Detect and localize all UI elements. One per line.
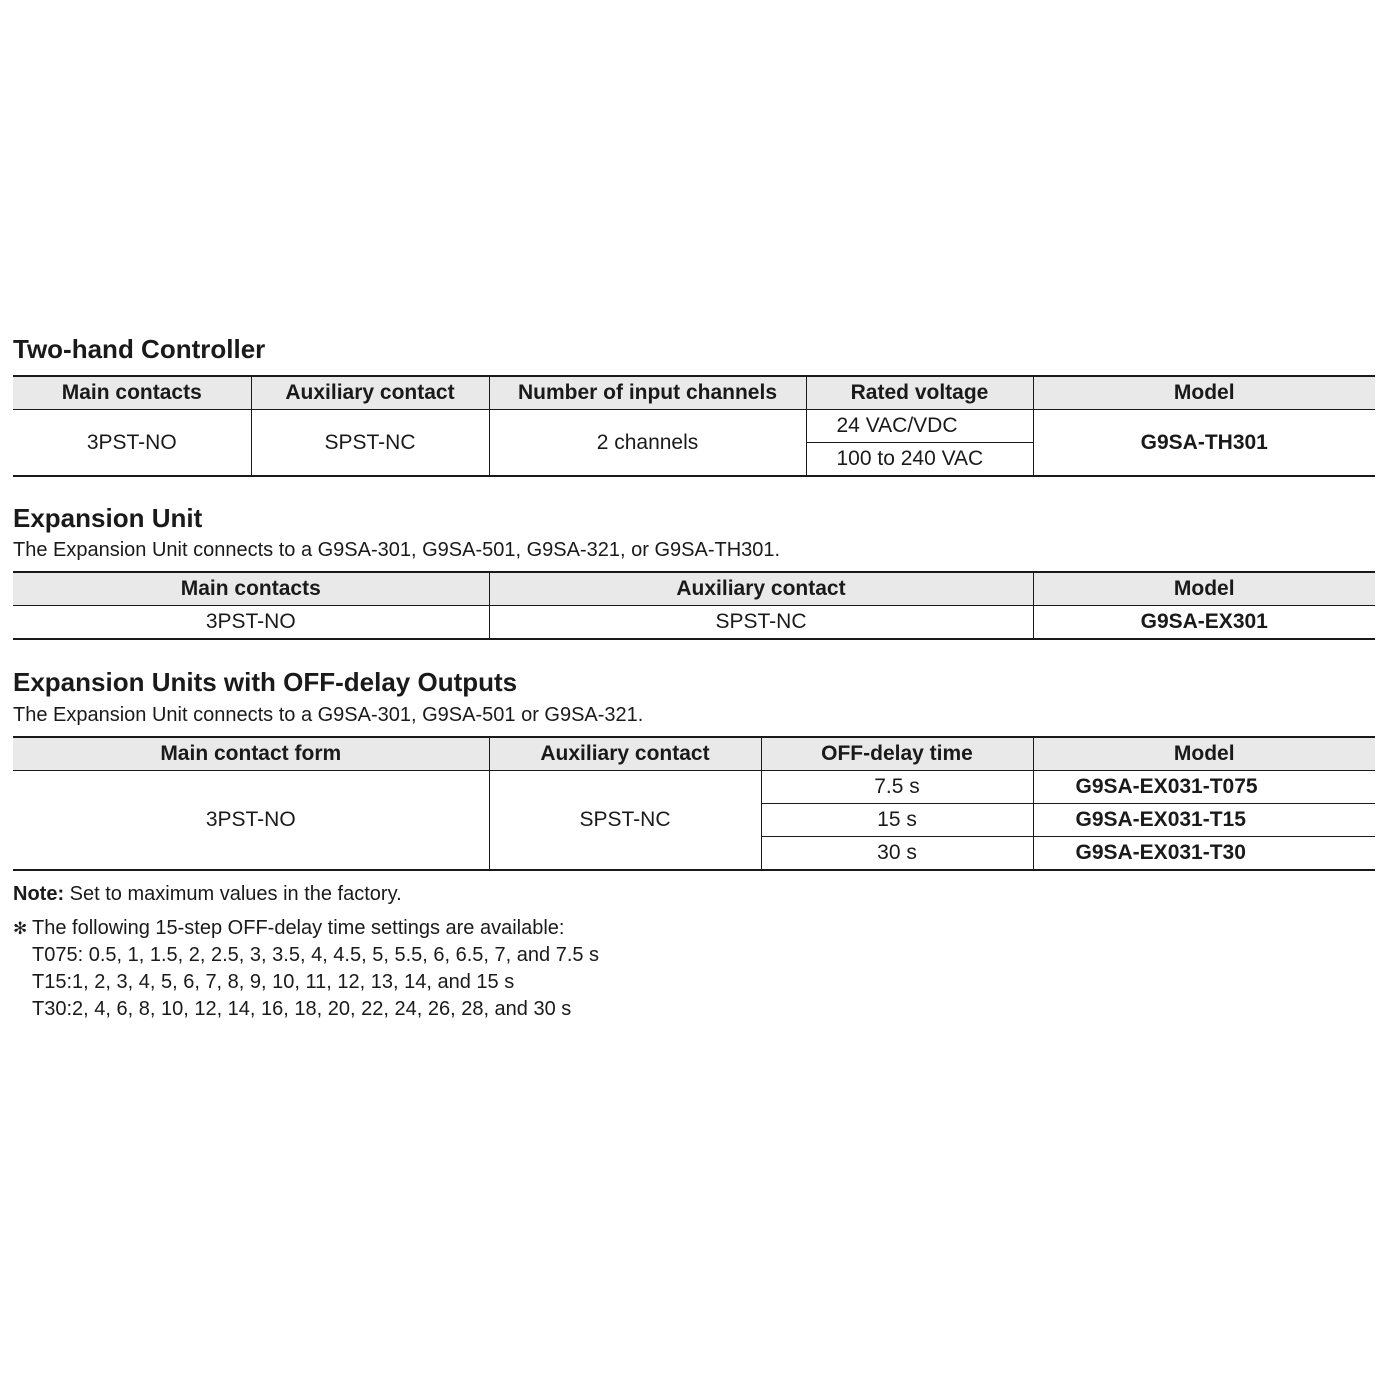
- footnote-line-t30: T30:2, 4, 6, 8, 10, 12, 14, 16, 18, 20, 22, 24, 26, 28, and 30 s: [32, 998, 572, 1020]
- header-main-contacts: Main contacts: [13, 572, 489, 606]
- note-text: Set to maximum values in the factory.: [64, 883, 402, 905]
- cell-model: G9SA-TH301: [1033, 410, 1375, 477]
- table-header-row: [13, 737, 1375, 771]
- cell-model: G9SA-EX031-T30: [1033, 837, 1375, 871]
- footnote-intro: The following 15-step OFF-delay time settings are available:: [32, 917, 565, 939]
- cell-input-channels: 2 channels: [489, 410, 806, 477]
- cell-off-delay-time: 30 s: [761, 837, 1033, 871]
- cell-main-contact-form: 3PST-NO: [205, 808, 296, 831]
- section-title-expansion-units-off-delay: Expansion Units with OFF-delay Outputs: [13, 667, 518, 697]
- header-model: Model: [1033, 376, 1375, 410]
- table-row: [13, 606, 1375, 640]
- off-delay-table: [13, 736, 1375, 871]
- table-header-row: [13, 376, 1375, 410]
- section-description: The Expansion Unit connects to a G9SA-301, G9SA-501, G9SA-321, or G9SA-TH301.: [13, 539, 781, 561]
- cell-voltage-2: 100 to 240 VAC: [806, 443, 1033, 477]
- table-header-row: [13, 572, 1375, 606]
- note: [13, 882, 402, 906]
- section-title-two-hand-controller: Two-hand Controller: [13, 334, 266, 364]
- cell-auxiliary-contact: SPST-NC: [251, 410, 489, 477]
- header-auxiliary-contact: Auxiliary contact: [489, 572, 1033, 606]
- cell-off-delay-time: 7.5 s: [761, 771, 1033, 804]
- header-model: Model: [1033, 737, 1375, 771]
- header-rated-voltage: Rated voltage: [806, 376, 1033, 410]
- section-description: The Expansion Unit connects to a G9SA-301, G9SA-501 or G9SA-321.: [13, 704, 644, 726]
- asterisk-icon: ✻: [13, 919, 28, 938]
- cell-auxiliary-contact: SPST-NC: [489, 771, 761, 871]
- header-auxiliary-contact: Auxiliary contact: [489, 737, 761, 771]
- cell-auxiliary-contact: SPST-NC: [489, 606, 1033, 640]
- cell-model: G9SA-EX031-T075: [1033, 771, 1375, 804]
- header-auxiliary-contact: Auxiliary contact: [251, 376, 489, 410]
- header-off-delay-time: OFF-delay time: [761, 737, 1033, 771]
- header-main-contacts: Main contacts: [13, 376, 251, 410]
- header-model: Model: [1033, 572, 1375, 606]
- header-main-contact-form: Main contact form: [13, 737, 489, 771]
- note-label: Note:: [13, 883, 65, 905]
- cell-main-contacts: 3PST-NO: [205, 610, 296, 633]
- footnote-line-t15: T15:1, 2, 3, 4, 5, 6, 7, 8, 9, 10, 11, 12, 13, 14, and 15 s: [32, 971, 515, 993]
- cell-main-contacts: 3PST-NO: [86, 430, 177, 454]
- cell-voltage-1: 24 VAC/VDC: [806, 410, 1033, 443]
- header-input-channels: Number of input channels: [489, 376, 806, 410]
- footnote-line-t075: T075: 0.5, 1, 1.5, 2, 2.5, 3, 3.5, 4, 4.5, 5, 5.5, 6, 6.5, 7, and 7.5 s: [32, 944, 600, 966]
- expansion-unit-table: [13, 571, 1375, 640]
- table-row: [13, 771, 1375, 804]
- cell-model: G9SA-EX031-T15: [1033, 804, 1375, 837]
- section-title-expansion-unit: Expansion Unit: [13, 503, 203, 533]
- table-row: [13, 410, 1375, 443]
- footnote: [13, 915, 599, 1023]
- two-hand-controller-table: [13, 375, 1375, 477]
- cell-model: G9SA-EX301: [1033, 606, 1375, 640]
- cell-off-delay-time: 15 s: [761, 804, 1033, 837]
